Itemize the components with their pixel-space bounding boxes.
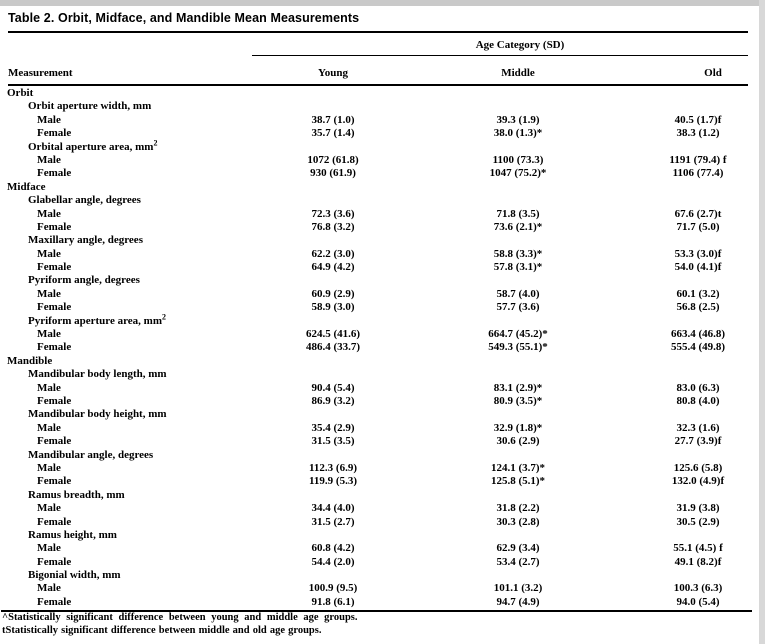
measurement-label: Mandibular angle, degrees (28, 448, 154, 461)
value-middle: 57.7 (3.6) (496, 301, 540, 314)
value-young: 34.4 (4.0) (311, 502, 355, 515)
value-young: 62.2 (3.0) (311, 247, 355, 260)
data-row (0, 382, 765, 395)
value-middle: 30.3 (2.8) (496, 515, 540, 528)
value-middle: 30.6 (2.9) (496, 435, 540, 448)
data-row (0, 462, 765, 475)
value-old: 53.3 (3.0)f (674, 247, 722, 260)
section-row (0, 355, 765, 368)
value-old: 54.0 (4.1)f (674, 261, 722, 274)
measurement-label: Maxillary angle, degrees (28, 234, 143, 247)
section-label: Midface (7, 180, 46, 193)
measurement-row (0, 569, 765, 582)
data-row (0, 261, 765, 274)
value-old: 30.5 (2.9) (676, 515, 720, 528)
value-young: 64.9 (4.2) (311, 261, 355, 274)
value-young: 624.5 (41.6) (305, 328, 361, 341)
data-row (0, 596, 765, 609)
sex-label: Female (37, 220, 72, 233)
sex-label: Female (37, 301, 72, 314)
measurement-label: Glabellar angle, degrees (28, 194, 141, 207)
column-header-middle: Middle (501, 67, 535, 79)
section-row (0, 181, 765, 194)
sex-label: Male (37, 328, 61, 341)
value-old: 38.3 (1.2) (676, 127, 720, 140)
value-young: 112.3 (6.9) (309, 461, 357, 474)
measurement-row (0, 100, 765, 113)
value-old: 1106 (77.4) (672, 167, 724, 180)
value-young: 38.7 (1.0) (311, 113, 355, 126)
value-young: 76.8 (3.2) (311, 220, 355, 233)
sex-label: Female (37, 555, 72, 568)
sex-label: Female (37, 475, 72, 488)
sex-label: Female (37, 341, 72, 354)
measurement-label: Ramus breadth, mm (28, 488, 125, 501)
value-middle: 94.7 (4.9) (496, 595, 540, 608)
data-row (0, 475, 765, 488)
value-young: 72.3 (3.6) (311, 207, 355, 220)
value-old: 555.4 (49.8) (670, 341, 726, 354)
data-row (0, 422, 765, 435)
value-middle: 71.8 (3.5) (496, 207, 540, 220)
measurement-row (0, 311, 765, 328)
value-young: 86.9 (3.2) (311, 394, 355, 407)
value-young: 91.8 (6.1) (311, 595, 355, 608)
sex-label: Male (37, 461, 61, 474)
value-middle: 83.1 (2.9)* (493, 381, 543, 394)
value-young: 31.5 (3.5) (311, 435, 355, 448)
sex-label: Female (37, 595, 72, 608)
measurement-label: Pyriform aperture area, mm (28, 314, 162, 327)
data-row (0, 221, 765, 234)
sex-label: Male (37, 287, 61, 300)
sex-label: Male (37, 421, 61, 434)
column-header-young: Young (318, 67, 348, 79)
value-old: 71.7 (5.0) (676, 220, 720, 233)
footnote-middle-old: tStatistically significant difference between middle and old age groups. (2, 625, 322, 636)
footnote-young-middle: ^Statistically significant difference between young and middle age groups. (2, 612, 358, 623)
table-title: Table 2. Orbit, Midface, and Mandible Mean Measurements (8, 11, 360, 25)
value-old: 49.1 (8.2)f (674, 555, 722, 568)
header-divider (8, 84, 748, 86)
value-middle: 124.1 (3.7)* (490, 461, 546, 474)
page-top-edge (0, 0, 765, 6)
value-young: 60.9 (2.9) (311, 287, 355, 300)
data-row (0, 435, 765, 448)
measurement-label-superscript: 2 (153, 137, 158, 147)
sex-label: Female (37, 127, 72, 140)
sex-label: Female (37, 167, 72, 180)
sex-label: Female (37, 261, 72, 274)
data-row (0, 542, 765, 555)
sex-label: Male (37, 502, 61, 515)
value-young: 35.4 (2.9) (311, 421, 355, 434)
measurement-row (0, 529, 765, 542)
data-row (0, 341, 765, 354)
age-category-spanner-label: Age Category (SD) (475, 39, 565, 51)
data-row (0, 395, 765, 408)
value-middle: 549.3 (55.1)* (488, 341, 548, 354)
measurement-column-header: Measurement (8, 67, 73, 79)
section-label: Mandible (7, 354, 53, 367)
age-category-spanner-divider (252, 55, 748, 56)
measurement-label: Orbit aperture width, mm (28, 100, 152, 113)
value-old: 60.1 (3.2) (676, 287, 720, 300)
value-middle: 101.1 (3.2) (493, 582, 543, 595)
value-old: 40.5 (1.7)f (674, 113, 722, 126)
value-middle: 39.3 (1.9) (496, 113, 540, 126)
value-young: 119.9 (5.3) (309, 475, 357, 488)
value-young: 31.5 (2.7) (311, 515, 355, 528)
measurement-row (0, 449, 765, 462)
value-middle: 38.0 (1.3)* (493, 127, 543, 140)
data-row (0, 127, 765, 140)
value-old: 32.3 (1.6) (676, 421, 720, 434)
value-middle: 73.6 (2.1)* (493, 220, 543, 233)
value-old: 27.7 (3.9)f (674, 435, 722, 448)
section-label: Orbit (7, 87, 34, 99)
value-middle: 80.9 (3.5)* (493, 394, 543, 407)
data-row (0, 556, 765, 569)
value-young: 90.4 (5.4) (311, 381, 355, 394)
value-old: 56.8 (2.5) (676, 301, 720, 314)
value-middle: 62.9 (3.4) (496, 542, 540, 555)
measurement-row (0, 274, 765, 287)
data-row (0, 328, 765, 341)
measurement-label: Bigonial width, mm (28, 569, 121, 582)
measurement-label-superscript: 2 (162, 311, 166, 321)
sex-label: Female (37, 515, 72, 528)
value-middle: 32.9 (1.8)* (493, 421, 543, 434)
value-middle: 125.8 (5.1)* (490, 475, 546, 488)
value-young: 100.9 (9.5) (308, 582, 358, 595)
data-row (0, 154, 765, 167)
measurement-row (0, 368, 765, 381)
value-young: 1072 (61.8) (307, 153, 359, 166)
value-young: 930 (61.9) (310, 167, 356, 180)
sex-label: Male (37, 542, 61, 555)
sex-label: Male (37, 582, 61, 595)
data-row (0, 248, 765, 261)
value-old: 663.4 (46.8) (670, 328, 726, 341)
value-old: 94.0 (5.4) (676, 595, 720, 608)
measurement-row (0, 408, 765, 421)
data-row (0, 502, 765, 515)
data-row (0, 288, 765, 301)
data-row (0, 208, 765, 221)
value-middle: 58.7 (4.0) (496, 287, 540, 300)
value-middle: 57.8 (3.1)* (493, 261, 543, 274)
sex-label: Male (37, 153, 61, 166)
measurement-row (0, 234, 765, 247)
value-old: 1191 (79.4) f (669, 153, 727, 166)
measurement-row (0, 137, 765, 154)
value-middle: 53.4 (2.7) (496, 555, 540, 568)
measurement-label: Mandibular body height, mm (28, 408, 167, 421)
sex-label: Male (37, 207, 61, 220)
value-old: 125.6 (5.8) (673, 461, 723, 474)
sex-label: Male (37, 113, 61, 126)
measurement-label: Ramus height, mm (28, 528, 117, 541)
value-old: 31.9 (3.8) (676, 502, 720, 515)
sex-label: Female (37, 394, 72, 407)
value-old: 80.8 (4.0) (676, 394, 720, 407)
data-row (0, 301, 765, 314)
sex-label: Male (37, 247, 61, 260)
data-row (0, 167, 765, 180)
measurement-label: Mandibular body length, mm (28, 368, 167, 381)
data-row (0, 114, 765, 127)
data-row (0, 516, 765, 529)
value-young: 60.8 (4.2) (311, 542, 355, 555)
value-old: 132.0 (4.9)f (671, 475, 725, 488)
sex-label: Male (37, 381, 61, 394)
value-middle: 58.8 (3.3)* (493, 247, 543, 260)
value-old: 67.6 (2.7)t (674, 207, 722, 220)
value-young: 54.4 (2.0) (311, 555, 355, 568)
measurement-row (0, 194, 765, 207)
measurement-label: Pyriform angle, degrees (28, 274, 140, 287)
title-divider (8, 31, 748, 33)
table-body (0, 87, 765, 609)
sex-label: Female (37, 435, 72, 448)
measurement-row (0, 489, 765, 502)
measurement-label: Orbital aperture area, mm (28, 140, 154, 153)
value-middle: 1100 (73.3) (492, 153, 544, 166)
value-young: 58.9 (3.0) (311, 301, 355, 314)
column-header-old: Old (704, 67, 722, 79)
section-row (0, 87, 765, 100)
data-row (0, 582, 765, 595)
value-middle: 1047 (75.2)* (489, 167, 547, 180)
value-old: 100.3 (6.3) (673, 582, 723, 595)
value-old: 83.0 (6.3) (676, 381, 720, 394)
value-young: 35.7 (1.4) (311, 127, 355, 140)
value-middle: 664.7 (45.2)* (488, 328, 548, 341)
value-old: 55.1 (4.5) f (673, 542, 723, 555)
value-young: 486.4 (33.7) (305, 341, 361, 354)
value-middle: 31.8 (2.2) (496, 502, 540, 515)
